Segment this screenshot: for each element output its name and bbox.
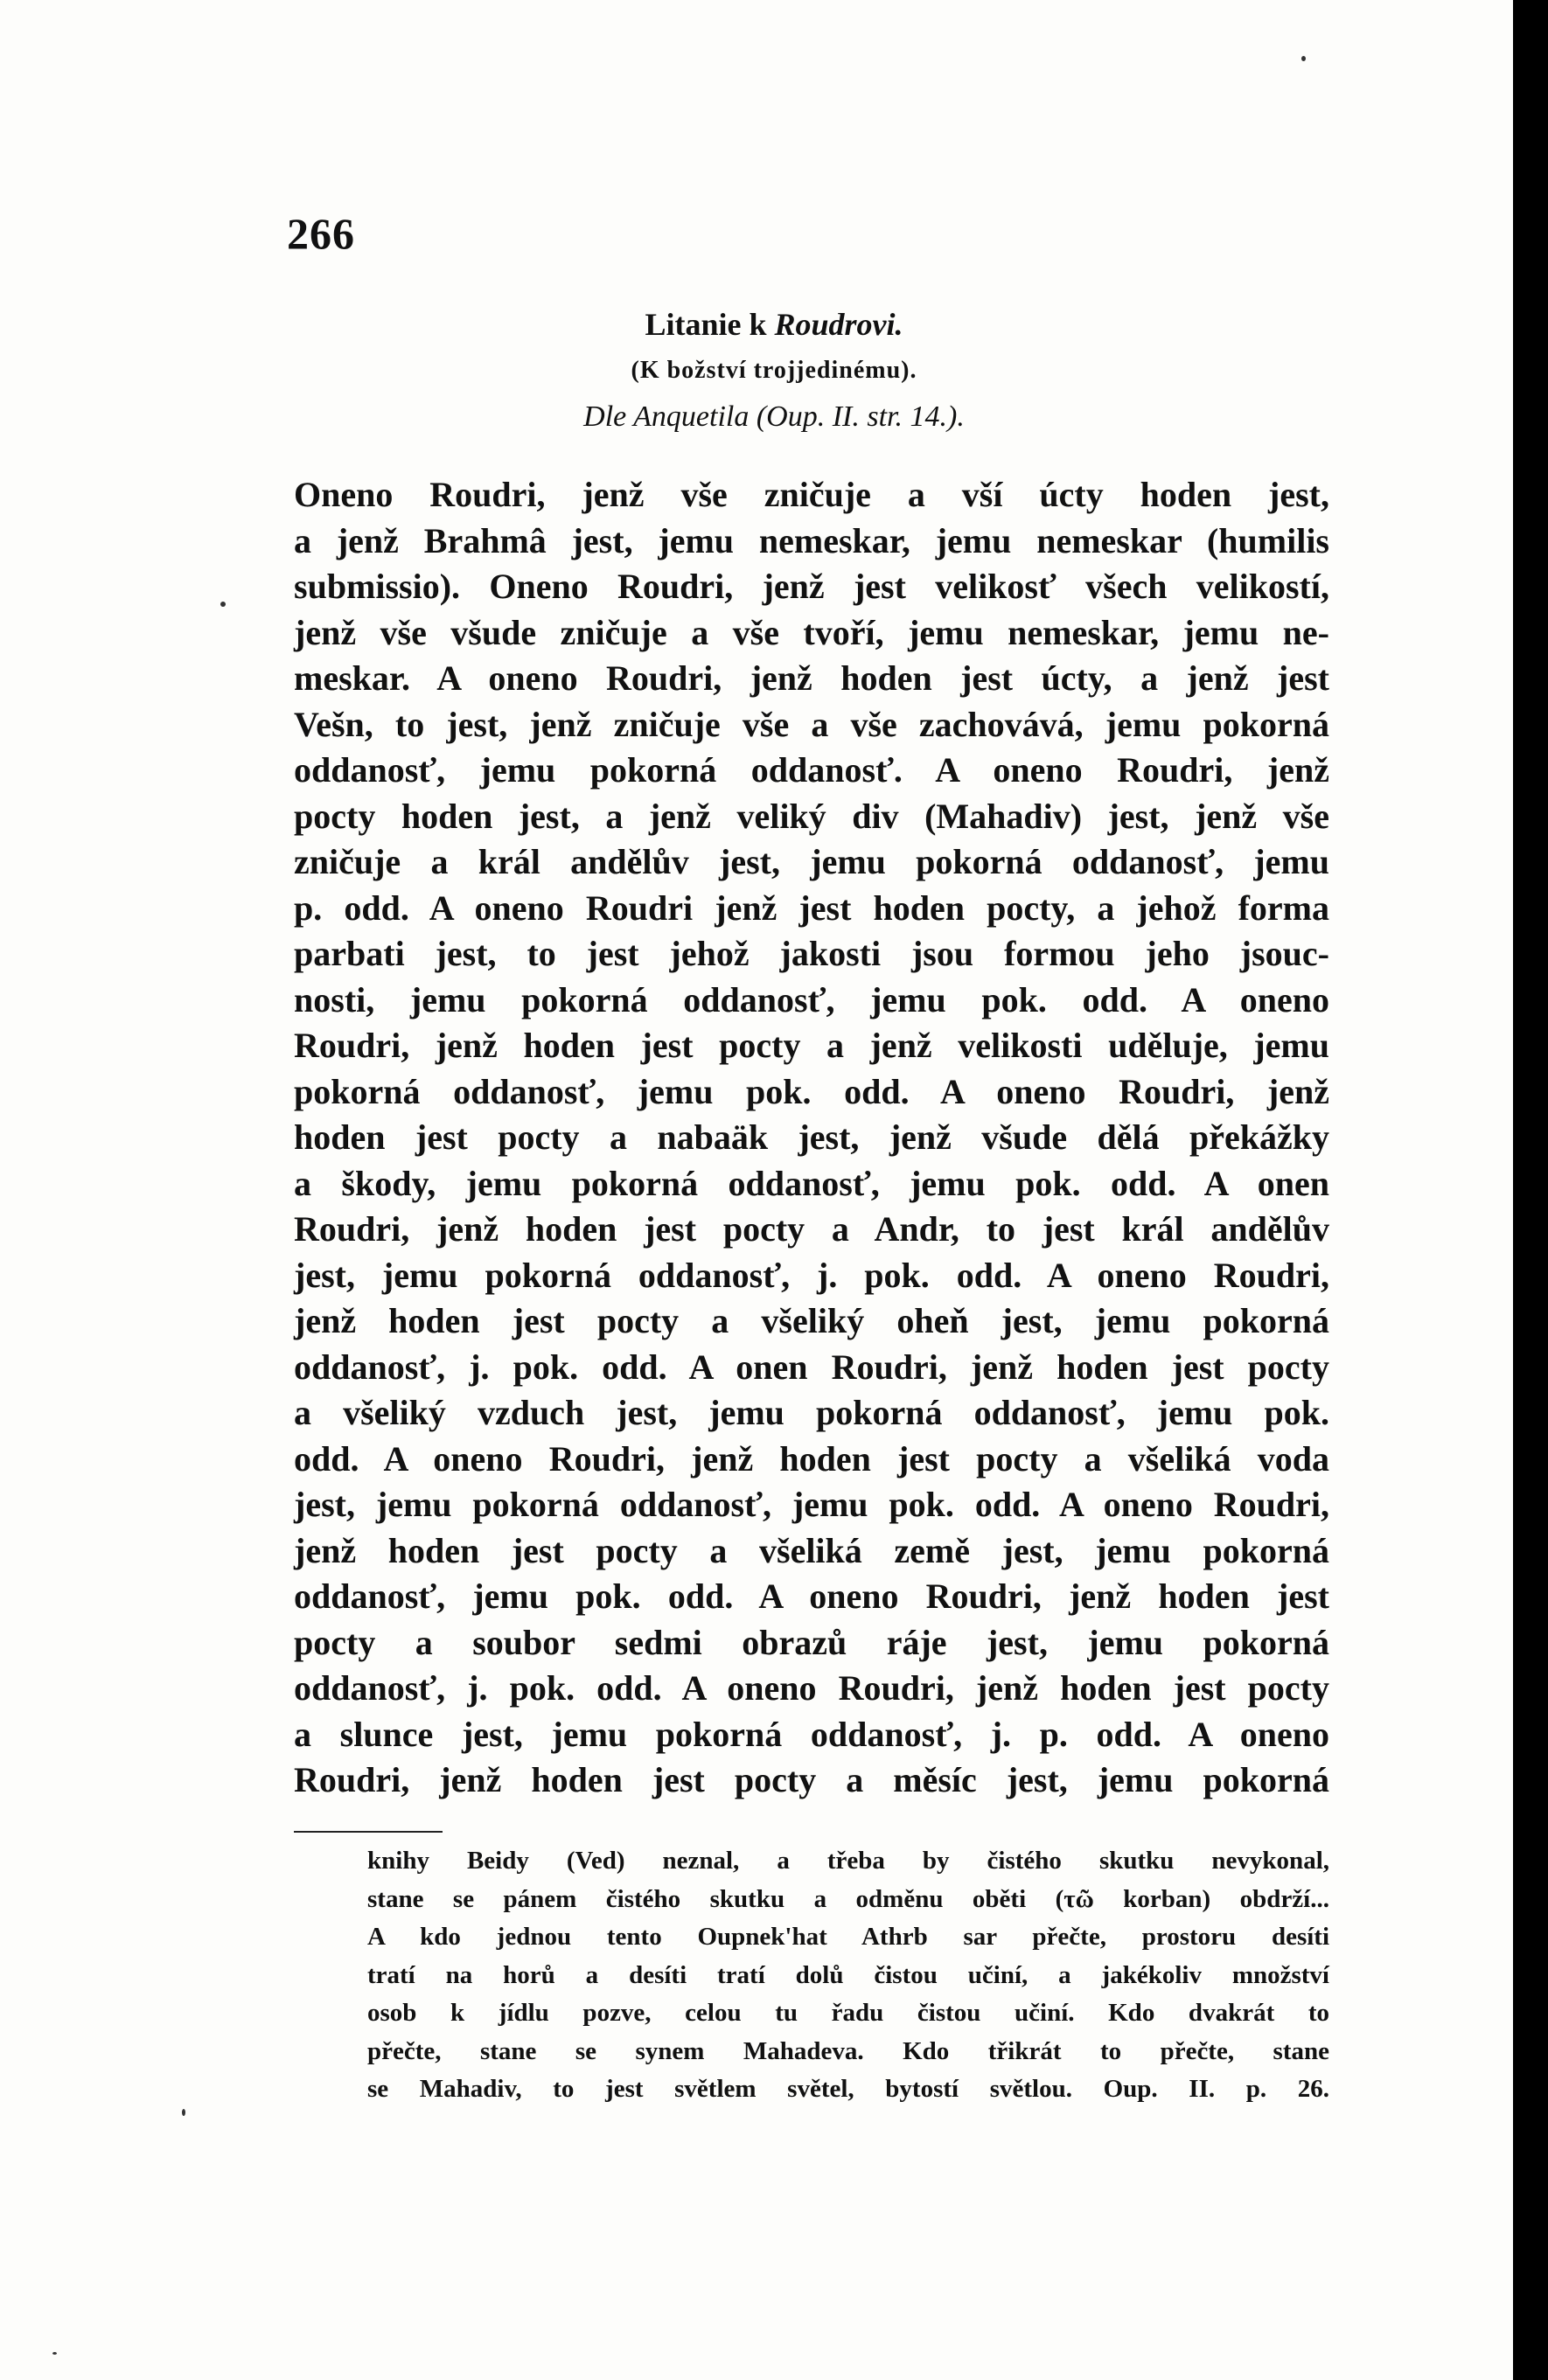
footnote-line: se Mahadiv, to jest světlem světel, bytostí světlou. Oup. II. p. 26. <box>367 2075 1329 2103</box>
scan-speck <box>52 2352 57 2355</box>
body-text-line: Oneno Roudri, jenž vše zničuje a vší úcty hoden jest, <box>294 475 1329 514</box>
footnote-line: A kdo jednou tento Oupnek'hat Athrb sar přečte, prostoru desíti <box>367 1923 1329 1951</box>
body-text-line: jest, jemu pokorná oddanosť, jemu pok. odd. A oneno Roudri, <box>294 1485 1329 1524</box>
body-text-line: pocty a soubor sedmi obrazů ráje jest, jemu pokorná <box>294 1622 1329 1662</box>
page-number: 266 <box>287 209 355 258</box>
scan-speck <box>182 2109 185 2116</box>
body-text-line: p. odd. A oneno Roudri jenž jest hoden pocty, a jehož forma <box>294 887 1329 928</box>
body-text-line: odd. A oneno Roudri, jenž hoden jest pocty a všeliká voda <box>294 1438 1329 1479</box>
body-text-line: Vešn, to jest, jenž zničuje vše a vše zachovává, jemu pokorná <box>294 704 1329 744</box>
body-text-line: meskar. A oneno Roudri, jenž hoden jest úcty, a jenž jest <box>294 658 1329 698</box>
body-text-line: a slunce jest, jemu pokorná oddanosť, j. p. odd. A oneno <box>294 1714 1329 1754</box>
page-title <box>0 306 1548 343</box>
footnote-line: knihy Beidy (Ved) neznal, a třeba by čistého skutku nevykonal, <box>367 1847 1329 1875</box>
page-subtitle: (K božství trojjedinému). <box>631 357 917 384</box>
footnote-line: tratí na horů a desíti tratí dolů čistou učiní, a jakékoliv množství <box>367 1960 1329 1989</box>
body-text-line: a jenž Brahmâ jest, jemu nemeskar, jemu nemeskar (humilis <box>294 520 1329 560</box>
body-text-line: zničuje a král andělův jest, jemu pokorná oddanosť, jemu <box>294 842 1329 881</box>
body-text-line: nosti, jemu pokorná oddanosť, jemu pok. odd. A oneno <box>294 979 1329 1020</box>
body-text-line: oddanosť, jemu pokorná oddanosť. A oneno Roudri, jenž <box>294 750 1329 790</box>
body-text-line: jenž vše všude zničuje a vše tvoří, jemu nemeskar, jemu ne- <box>294 612 1329 652</box>
body-text-line: pokorná oddanosť, jemu pok. odd. A oneno Roudri, jenž <box>294 1071 1329 1111</box>
body-text-line: oddanosť, j. pok. odd. A oneno Roudri, jenž hoden jest pocty <box>294 1668 1329 1708</box>
body-text-line: pocty hoden jest, a jenž veliký div (Mahadiv) jest, jenž vše <box>294 796 1329 836</box>
body-text-line: submissio). Oneno Roudri, jenž jest velikosť všech velikostí, <box>294 567 1329 606</box>
source-citation: Dle Anquetila (Oup. II. str. 14.). <box>583 400 965 433</box>
footnote <box>367 1842 1329 2109</box>
body-text-line: jest, jemu pokorná oddanosť, j. pok. odd. A oneno Roudri, <box>294 1255 1329 1295</box>
footnote-rule <box>294 1831 443 1833</box>
body-text-line: a škody, jemu pokorná oddanosť, jemu pok. odd. A onen <box>294 1163 1329 1203</box>
scan-speck <box>1301 56 1306 61</box>
body-text-line: a všeliký vzduch jest, jemu pokorná oddanosť, jemu pok. <box>294 1393 1329 1432</box>
body-text-line: jenž hoden jest pocty a všeliký oheň jest, jemu pokorná <box>294 1301 1329 1340</box>
footnote-line: stane se pánem čistého skutku a odměnu oběti (τῶ korban) obdrží... <box>367 1884 1329 1913</box>
body-text-line: Roudri, jenž hoden jest pocty a měsíc jest, jemu pokorná <box>294 1760 1329 1799</box>
body-text-line: oddanosť, jemu pok. odd. A oneno Roudri, jenž hoden jest <box>294 1576 1329 1616</box>
title-name: Roudrovi. <box>774 307 903 342</box>
main-text <box>294 472 1329 1804</box>
body-text-line: jenž hoden jest pocty a všeliká země jest, jemu pokorná <box>294 1530 1329 1570</box>
body-text-line: oddanosť, j. pok. odd. A onen Roudri, jenž hoden jest pocty <box>294 1347 1329 1387</box>
body-text-line: parbati jest, to jest jehož jakosti jsou formou jeho jsouc- <box>294 934 1329 973</box>
body-text-line: hoden jest pocty a nabaäk jest, jenž všude dělá překážky <box>294 1117 1329 1157</box>
footnote-line: osob k jídlu pozve, celou tu řadu čistou učiní. Kdo dvakrát to <box>367 1999 1329 2027</box>
scan-speck <box>220 602 226 607</box>
body-text-line: Roudri, jenž hoden jest pocty a jenž velikosti uděluje, jemu <box>294 1026 1329 1065</box>
body-text-line: Roudri, jenž hoden jest pocty a Andr, to jest král andělův <box>294 1209 1329 1249</box>
footnote-line: přečte, stane se synem Mahadeva. Kdo třikrát to přečte, stane <box>367 2036 1329 2065</box>
title-prefix: Litanie k <box>645 307 775 342</box>
